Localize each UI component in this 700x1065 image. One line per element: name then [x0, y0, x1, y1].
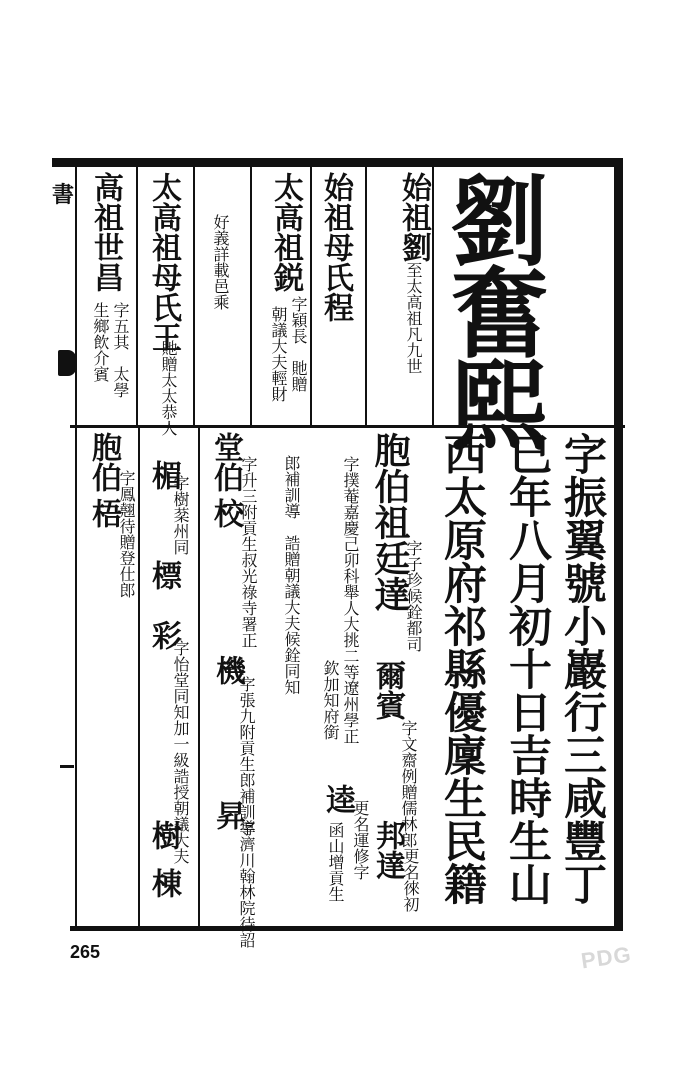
page-title: 劉奮熙 — [434, 170, 549, 446]
dong-head: 棟 — [146, 868, 181, 898]
taigaozumu-note: 貤贈太太恭人 — [159, 340, 178, 436]
bobozu-head: 胞伯祖廷達 — [369, 432, 411, 612]
col-rule — [310, 166, 312, 426]
bangda-note: 更名徠初 — [401, 848, 420, 912]
shizu-head: 始祖劉 — [396, 172, 431, 262]
tangbo-head: 堂伯 — [208, 432, 243, 492]
bio-line-2: 巳年八月初十日吉時生山 — [502, 432, 552, 905]
gaozu-head: 高祖世昌 — [88, 172, 123, 292]
wu-note: 字鳳翹待贈登仕郎 — [117, 470, 136, 598]
page-number: 265 — [70, 942, 101, 962]
xiao-note: 字升三附貢生叔光祿寺署正 — [239, 456, 258, 648]
mei-note: 字樹棻州同 — [171, 475, 190, 555]
gaozu-note2: 生鄉飲介賓 — [91, 302, 110, 382]
right-border — [614, 158, 623, 931]
taigaozu-note2: 朝議大夫輕財 — [269, 306, 288, 402]
haoyi-note: 好義詳載邑乘 — [211, 214, 230, 310]
shizu-note: 至太高祖凡九世 — [404, 262, 423, 374]
margin-dash — [60, 765, 74, 768]
sheng-head: 昇 — [210, 800, 245, 830]
watermark: PDG — [579, 941, 634, 974]
pu-an-note: 字撲菴嘉慶己卯科舉人大挑二等遼州學正 — [341, 456, 360, 744]
col-rule — [136, 166, 138, 426]
col-rule — [365, 166, 367, 426]
erbin-note: 字文齋例贈儒林郎 — [399, 720, 418, 848]
taigaozu-head: 太高祖鋭 — [268, 172, 303, 292]
cai-head: 彩 — [146, 620, 181, 650]
cai-note: 字怡堂同知加一級誥授朝議大夫 — [171, 640, 190, 864]
gaozu-note1: 字五其 太學 — [111, 302, 130, 398]
col-rule — [198, 428, 200, 928]
xiao-body: 校 — [208, 498, 243, 528]
ji-head: 機 — [210, 655, 245, 685]
erbin-head: 爾賓 — [370, 660, 405, 720]
bottom-border — [70, 926, 622, 931]
kui-note: 更名運修字 — [351, 800, 370, 880]
hanshan-note: 函山增貢生 — [326, 822, 345, 902]
bangda-head: 邦達 — [370, 820, 405, 880]
kui-head: 逵 — [320, 784, 355, 814]
ink-blot — [58, 350, 76, 376]
margin-mark: 書 — [52, 182, 75, 208]
biao-head: 標 — [146, 560, 181, 590]
col-rule — [138, 428, 140, 928]
left-frame-line — [75, 166, 77, 928]
sheng-note: 字濟川翰林院待詔 — [237, 820, 256, 948]
zhifu-note: 欽加知府銜 — [321, 660, 340, 740]
col-rule — [250, 166, 252, 426]
baobo-head: 胞伯 — [86, 432, 121, 492]
bio-line-3: 西太原府祁縣優廩生民籍 — [437, 432, 487, 905]
taigaozumu-head: 太高祖母氏王 — [146, 172, 181, 352]
shizumu-head: 始祖母氏程 — [318, 172, 353, 322]
xundao-note: 郎補訓導 誥贈朝議大夫候銓同知 — [282, 455, 301, 695]
mei-head: 楣 — [146, 460, 181, 490]
wu-body: 梧 — [86, 498, 121, 528]
ji-note: 字張九附貢生郎補訓導 — [237, 676, 256, 836]
shu-head: 樹 — [146, 820, 181, 850]
bobozu-note: 字子珍候銓都司 — [404, 540, 423, 652]
bio-line-1: 字振翼號小巖行三咸豐丁 — [557, 432, 607, 905]
taigaozu-note1: 字穎長 貤贈 — [289, 296, 308, 392]
col-rule — [193, 166, 195, 426]
